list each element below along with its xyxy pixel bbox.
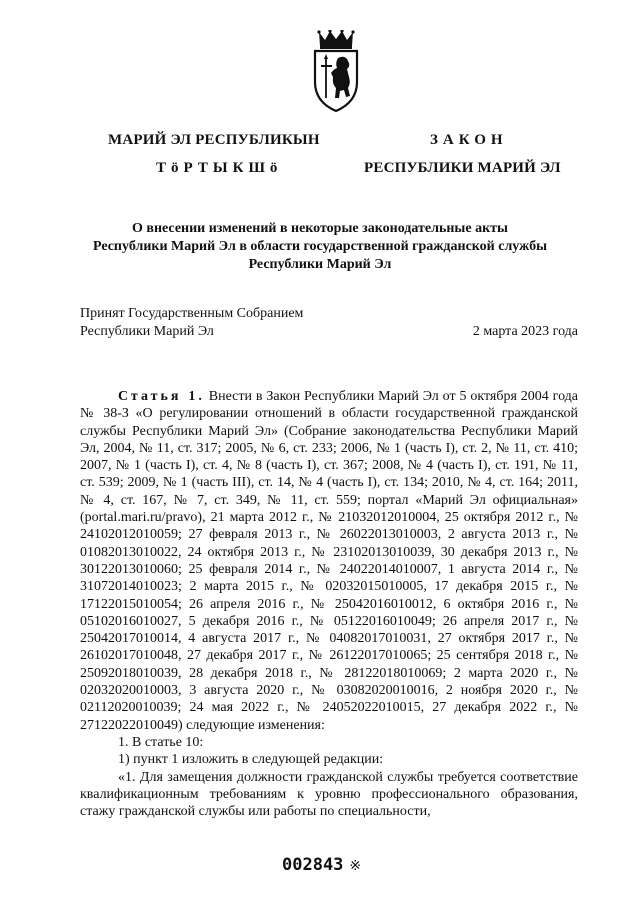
title-line: Республики Марий Эл: [248, 257, 392, 272]
document-title: [60, 220, 580, 274]
adopted-by-line: Принят Государственным Собранием: [80, 306, 304, 321]
adopted-by-line: Республики Марий Эл: [80, 324, 214, 339]
title-line: Республики Марий Эл в области государственной гражданской службы: [92, 239, 548, 254]
article-text: Внести в Закон Республики Марий Эл от 5 октября 2004 года № 38-З «О регулировании отношений в области государственной гражданской службы Республики Марий Эл» (Собрание законодательства Республики Марий Эл, 2004, № 11, ст. 317; 2005, № 6, ст. 233; 2006, № 1 (часть I), ст. 2, № 11, ст. 410; 2007, № 1 (часть I), ст. 4, № 8 (часть I), ст. 367; 2008, № 4 (часть I), ст. 191, № 11, ст. 539; 2009, № 1 (часть III), ст. 14, № 4 (часть I), ст. 134; 2010, № 4, ст. 164; 2011, № 4, ст. 167, № 7, ст. 349, № 11, ст. 559; портал «Марий Эл официальная» (portal.mari.ru/pravo), 21 марта 2012 г., № 21032012010004, 25 октября 2012 г., № 24102012010059; 27 февраля 2013 г., № 26022013010003, 2 августа 2013 г., № 01082013010022, 24 октября 2013 г., № 23102013010039, 30 декабря 2013 г., № 30122013010060; 25 февраля 2014 г., № 24022014010007, 1 августа 2014 г., № 31072014010023; 2 марта 2015 г., № 02032015010005, 17 декабря 2015 г., № 17122015010054; 26 апреля 2016 г., № 25042016010012, 6 октября 2016 г., № 05102016010027, 5 декабря 2016 г., № 05122016010049; 26 апреля 2017 г., № 25042017010014, 4 августа 2017 г., № 04082017010031, 27 октября 2017 г., № 26102017010048, 27 декабря 2017 г., № 26122017010065; 25 сентября 2018 г., № 25092018010039, 28 декабря 2018 г., № 28122018010069; 2 марта 2020 г., № 02032020010003, 3 августа 2020 г., № 03082020010016, 2 ноября 2020 г., № 02112020010039; 24 мая 2022 г., № 24052022010015, 27 декабря 2022 г., № 27122022010049) следующие изменения:: [80, 389, 579, 733]
serial-number-value: 002843: [282, 855, 344, 875]
list-item: 1. В статье 10:: [118, 734, 204, 750]
coat-of-arms-icon: [311, 30, 361, 112]
quoted-text: «1. Для замещения должности гражданской службы требуется соответствие квалификационным требованиям к уровню профессионального образования, стажу гражданской службы или работы по специальности,: [80, 769, 578, 820]
title-line: О внесении изменений в некоторые законодательные акты: [132, 221, 508, 236]
document-body: [80, 388, 578, 820]
article-label: Статья 1.: [118, 389, 205, 404]
star-mark-icon: ※: [349, 858, 362, 874]
list-item: 1) пункт 1 изложить в следующей редакции:: [118, 752, 384, 768]
law-title-russian: ЗАКОН: [430, 132, 508, 148]
republic-name-russian: РЕСПУБЛИКИ МАРИЙ ЭЛ: [364, 160, 561, 176]
republic-name-mari: МАРИЙ ЭЛ РЕСПУБЛИКЫН: [108, 132, 320, 148]
serial-number: [282, 855, 361, 875]
article-paragraph: [80, 388, 578, 734]
law-title-mari: ТӧРТЫКШӧ: [156, 160, 283, 176]
adoption-date: 2 марта 2023 года: [472, 324, 578, 339]
adoption-info: [80, 305, 578, 341]
